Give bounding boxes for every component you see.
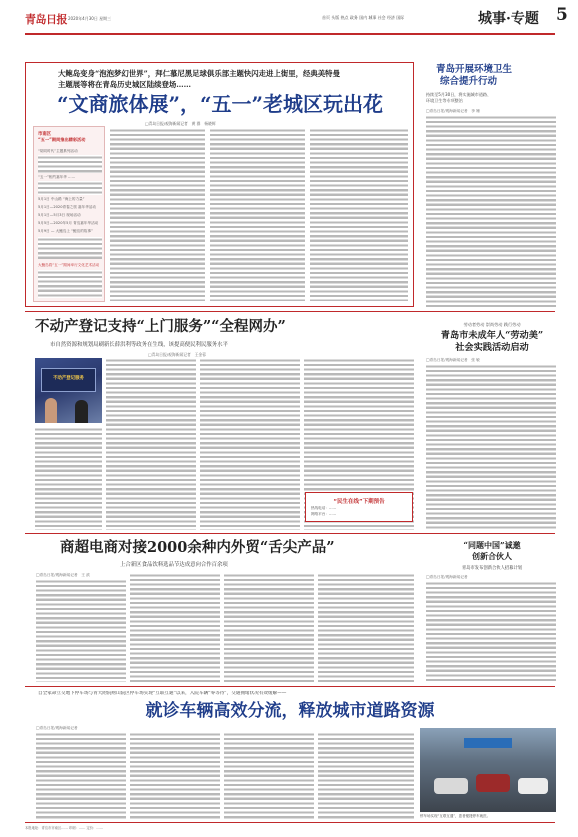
top-story-text — [110, 128, 205, 301]
photo-person — [45, 398, 57, 423]
photo-car — [518, 778, 548, 794]
top-story-text — [210, 128, 305, 301]
sidebar-item: 5月5日—2020年5月 青岛嘉年华活动 — [38, 221, 99, 225]
bottom-story-byline: □青岛日报/观海新闻记者 — [36, 726, 78, 730]
top-story-text — [310, 128, 408, 301]
bottom-story-headline: 就诊车辆高效分流，释放城市道路资源 — [145, 701, 435, 721]
top-story-headline: “文商旅体展”，“五一”老城区玩出花 — [56, 92, 383, 116]
divider — [25, 533, 555, 534]
ad-box-title: “民生在线”下期预告 — [333, 499, 385, 505]
sidebar-note: 大鲍岛将“五一”期间举行文化艺术活动 — [38, 263, 100, 267]
ad-box-line: 网络平台：…… — [311, 512, 337, 516]
divider — [25, 311, 555, 312]
right-top-subtitle — [426, 92, 558, 104]
bottom-story-photo-caption: 停车场实现“互联互通”，患者便捷停车就医。 — [420, 814, 491, 818]
lower-story-byline: □青岛日报/观海新闻记者 王 滨 — [36, 573, 90, 577]
right-top-headline — [436, 64, 556, 88]
right-mid-kicker: 劳动者劳动 崇尚劳动 践行劳动 — [463, 322, 521, 327]
nav-item: 国际 — [396, 15, 405, 20]
nav-item: 城事 — [368, 15, 377, 20]
lower-story-subtitle: 上合新区食品饮料选品节达成意向合作百余项 — [120, 562, 228, 568]
sidebar-item: 5月1日—2020青春之旅 嘉年华活动 — [38, 205, 96, 209]
mid-story-photo-caption: 不动产登记服务 — [53, 376, 84, 381]
bottom-story-text — [130, 732, 220, 820]
top-story-byline: □青岛日报/观海新闻记者 黄 群 杨晓辉 — [145, 121, 216, 126]
nav-item: 国内 — [359, 15, 368, 20]
sidebar-item: “胡同时代”主题系列活动 — [38, 149, 78, 153]
mid-story-subtitle: 市自然资源和规划局刷新长薛洪利等政务在生线，该提高便民利民服务水平 — [50, 342, 228, 348]
mid-story-byline: □青岛日报/观海新闻记者 王金蓉 — [148, 352, 207, 357]
photo-sign — [464, 738, 512, 748]
lower-story-headline: 商超电商对接2000余种内外贸“舌尖产品” — [60, 539, 335, 556]
ad-box-line: 热线电话：…… — [311, 506, 337, 510]
right-lower-byline: □青岛日报/观海新闻记者 — [426, 575, 468, 579]
nav-item: 热点 — [340, 15, 349, 20]
right-mid-headline-line2: 青岛市未成年人“劳动美” — [440, 330, 544, 341]
photo-car — [434, 778, 468, 794]
mid-story-headline: 不动产登记支持“上门服务”“全程网办” — [35, 318, 286, 335]
sidebar-item: 5月1日 中山路 “海上的力量” — [38, 197, 85, 201]
nav-item: 头版 — [331, 15, 340, 20]
top-story-kicker-line1: 大鲍岛变身“泡泡梦幻世界”，拜仁慕尼黑足球俱乐部主题快闪走进上街里，经典美特曼 — [58, 69, 340, 78]
right-lower-kicker-line2: 创新合伙人 — [472, 551, 512, 561]
sidebar-text-block — [38, 181, 102, 195]
footer: 本报地址：青岛市市南区…… 印刷：…… 定价：…… — [25, 826, 103, 830]
sidebar-item: 5月9日 — 大鲍岛上 “鲍岛的故事” — [38, 229, 93, 233]
nav-item: 经济 — [386, 15, 395, 20]
ad-box — [305, 492, 413, 522]
masthead-rule — [25, 33, 555, 35]
right-top-subtitle-line2: 环境卫生等专项整治 — [426, 98, 463, 103]
masthead — [0, 0, 578, 62]
masthead-nav — [322, 15, 404, 21]
right-mid-text — [426, 364, 556, 529]
masthead-date: 2020年4月30日 星期三 — [68, 16, 112, 21]
bottom-story-text — [224, 732, 314, 820]
right-top-headline-line2: 综合提升行动 — [440, 76, 498, 87]
right-mid-byline: □青岛日报/观海新闻记者 张 敏 — [426, 358, 480, 362]
sidebar-text-block — [38, 155, 102, 173]
sidebar-item: 5月1日—5月3日 现场活动 — [38, 213, 81, 217]
nav-item: 政务 — [349, 15, 358, 20]
top-story-kicker — [58, 69, 398, 90]
lower-story-text — [36, 579, 126, 682]
sidebar-item: “五一”相约嘉年华 …… — [38, 175, 76, 179]
page-number: 5 — [556, 5, 568, 25]
bottom-story-photo — [420, 728, 556, 812]
lower-story-text — [224, 573, 314, 682]
photo-person — [75, 400, 88, 423]
divider — [25, 686, 555, 687]
right-lower-headline: 青岛市发布创新合伙人招募计划 — [461, 566, 523, 571]
bottom-story-kicker: 自全家命立交地下停车场与青大附院崂山院区停车场实现“互联互通”以来，入院车辆“零等待”，交通拥堵状况有效缓解—— — [38, 691, 287, 696]
right-top-byline: □青岛日报/观海新闻记者 李 姗 — [426, 109, 480, 113]
nav-item: 首页 — [322, 15, 330, 20]
mid-story-text — [106, 358, 196, 530]
right-mid-headline — [426, 330, 558, 354]
lower-story-text — [318, 573, 414, 682]
sidebar-title1: 市南区 — [38, 132, 52, 137]
mid-story-photo — [35, 358, 102, 423]
photo-car — [476, 774, 510, 792]
bottom-story-text — [318, 732, 414, 820]
footer-rule — [25, 822, 555, 823]
top-story-kicker-line2: 主题展等将在青岛历史城区陆续登场…… — [58, 79, 192, 89]
right-mid-headline-line3: 社会实践活动启动 — [455, 342, 529, 353]
right-top-text — [426, 115, 556, 307]
right-top-headline-line1: 青岛开展环境卫生 — [436, 64, 513, 75]
sidebar-text-block — [38, 270, 102, 298]
lower-story-text — [130, 573, 220, 682]
mid-story-text — [35, 427, 102, 530]
bottom-story-text — [36, 732, 126, 820]
top-story-sidebar — [33, 126, 105, 302]
right-top-subtitle-line1: 持续至5月30日，将实施城市道路、 — [426, 92, 492, 97]
sidebar-title2: “五一”期间推出精彩活动 — [38, 137, 86, 142]
right-lower-text — [426, 581, 556, 682]
right-lower-kicker — [426, 540, 558, 562]
nav-item: 社会 — [377, 15, 386, 20]
masthead-logo: 青岛日报 — [25, 13, 67, 26]
sidebar-text-block — [38, 237, 102, 259]
right-lower-kicker-line1: “同题中国”诚邀 — [463, 540, 521, 550]
section-title: 城事·专题 — [478, 11, 539, 27]
mid-story-text — [200, 358, 300, 530]
